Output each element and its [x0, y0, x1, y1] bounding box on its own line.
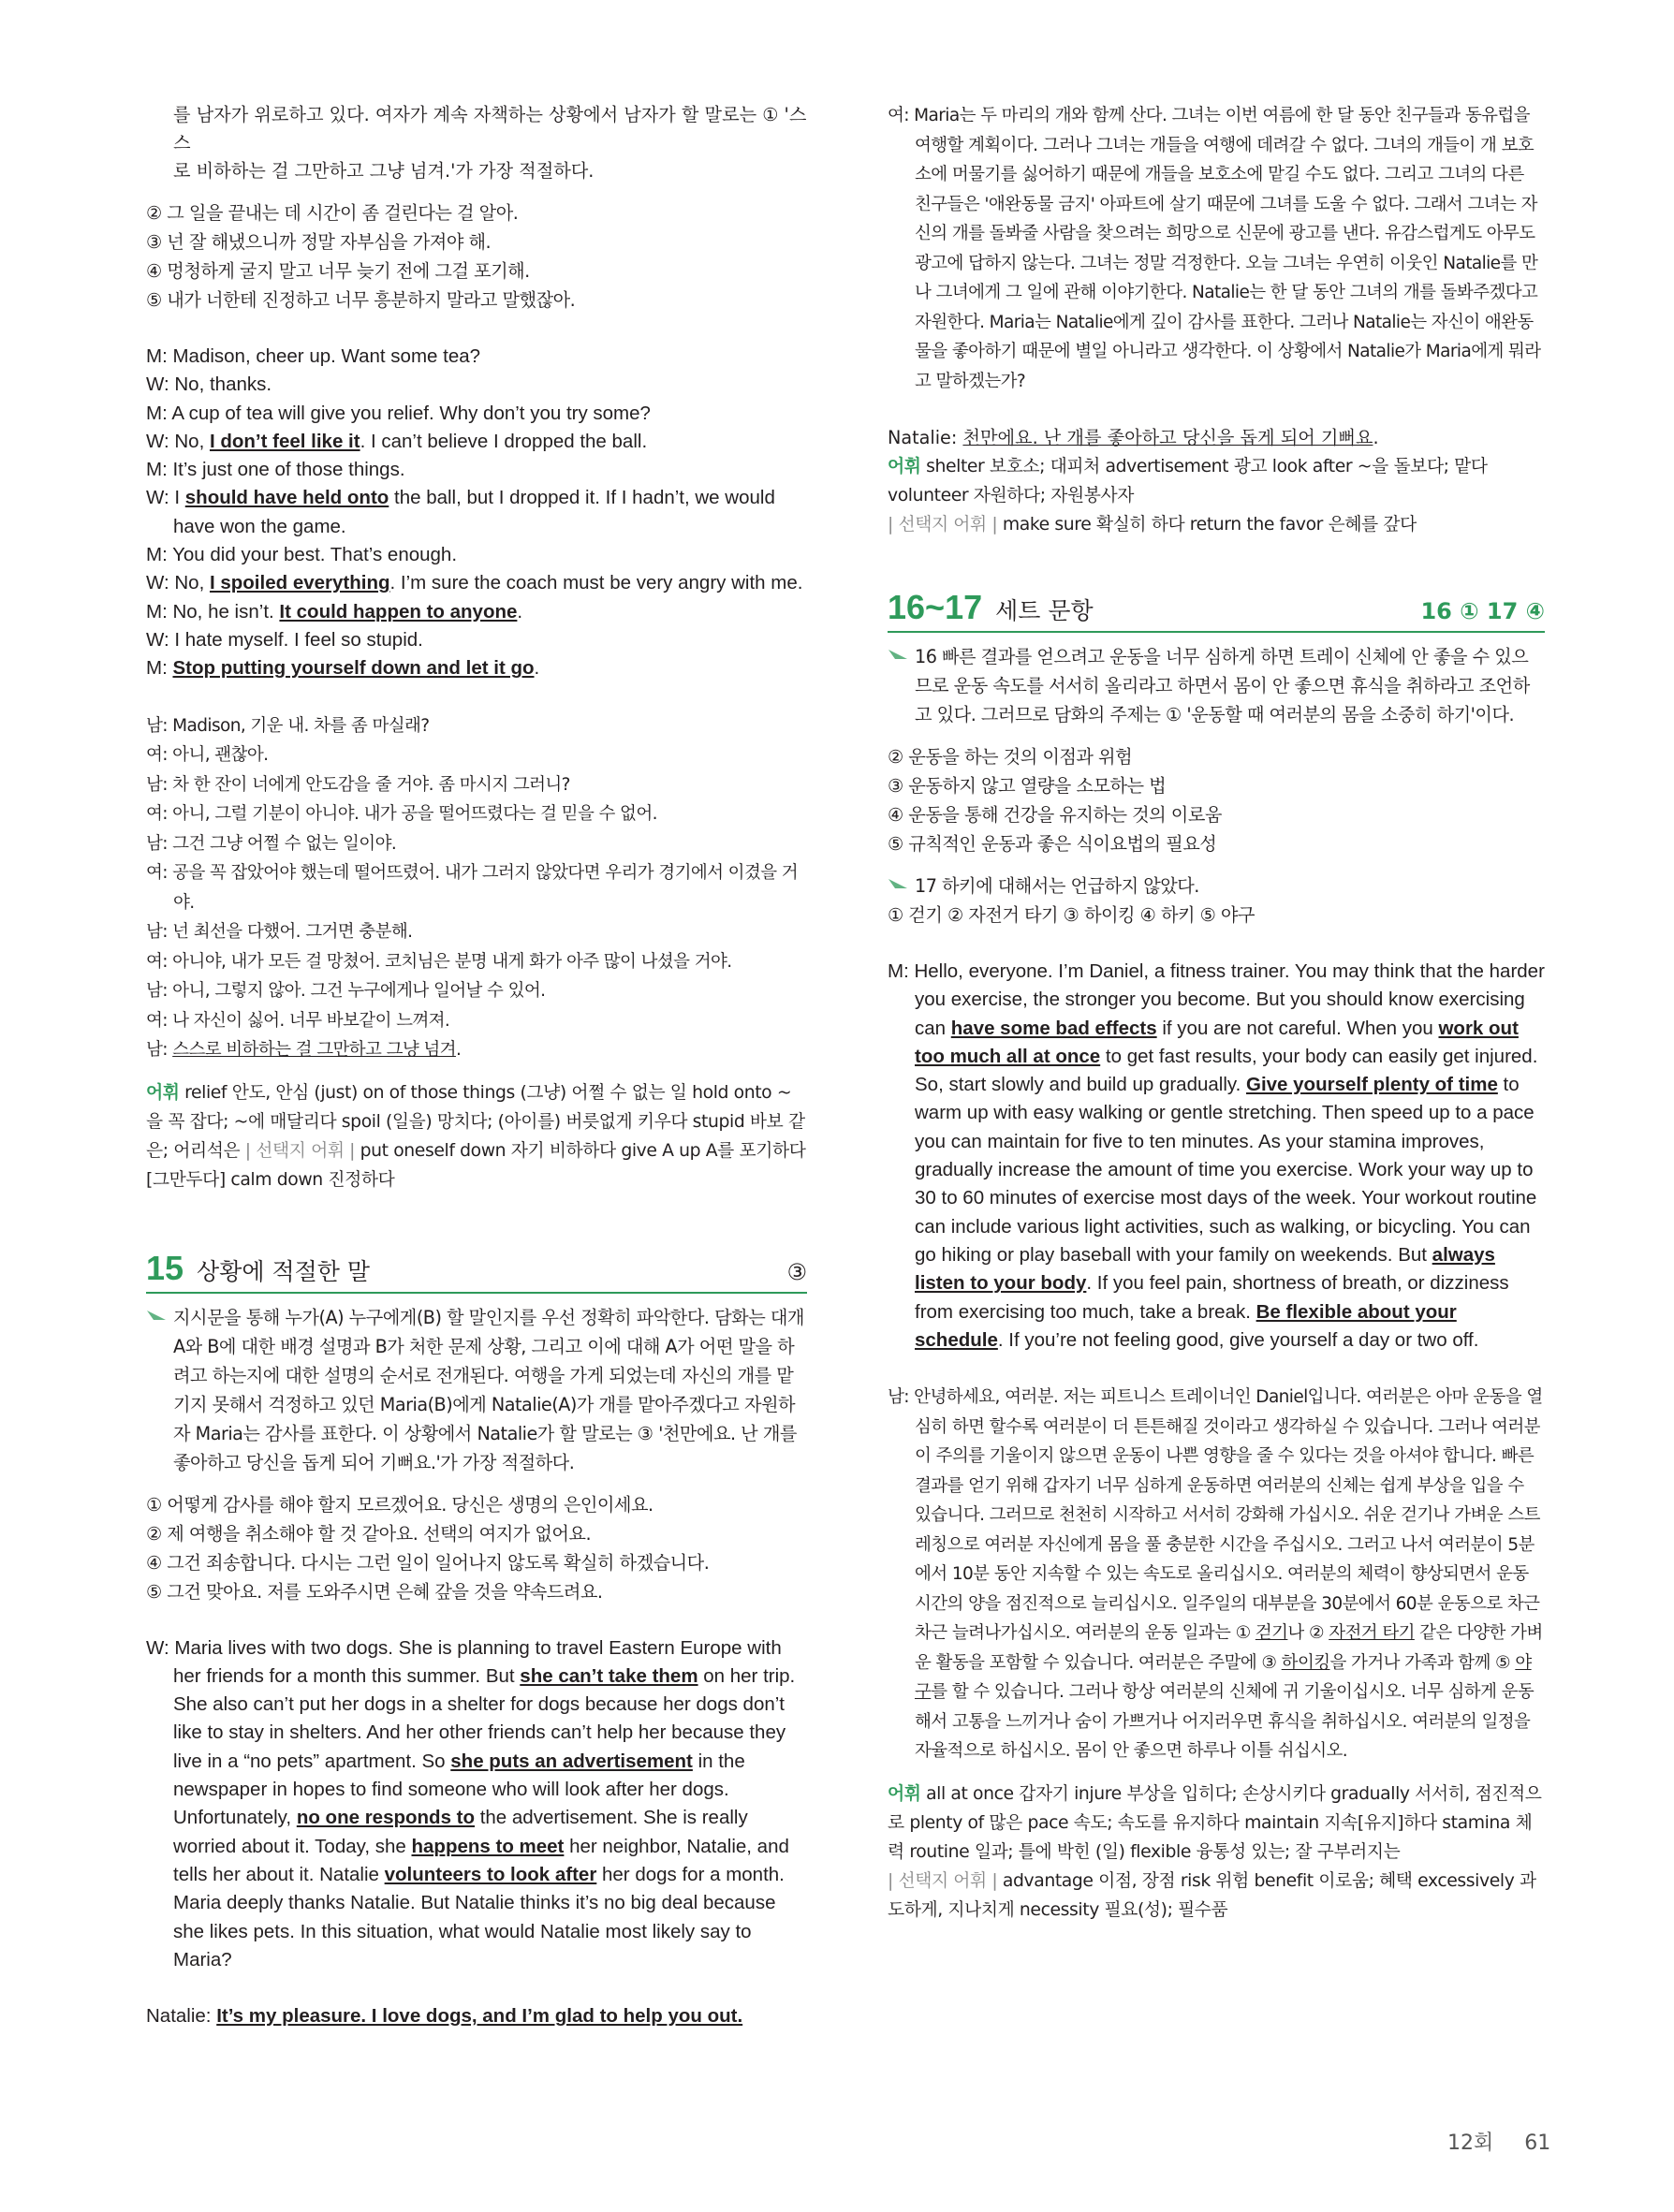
option-item: ⑤ 그건 맞아요. 저를 도와주시면 은혜 갚을 것을 약속드려요. [146, 1580, 603, 1603]
underlined-phrase: Give yourself plenty of time [1246, 1074, 1498, 1096]
line-text: . If you feel pain, shortness of breath, or dizziness from exercising too much, take a break. [915, 1272, 1509, 1323]
line-text: 남: Madison, 기운 내. 차를 좀 마실래? [146, 715, 430, 736]
line-text: her neighbor, Natalie, and tells her about it. Natalie [173, 1835, 789, 1885]
line-text: . [534, 657, 540, 680]
natalie-answer-ko [888, 424, 1545, 452]
section-number: 15 [146, 1248, 184, 1287]
line-text: her dogs for a month. Maria deeply thanks Natalie. But Natalie thinks it’s no big deal because she likes pets. In this situation, what would Natalie most likely say to Maria? [173, 1863, 785, 1970]
section-answer: 16 ① 17 ④ [1420, 598, 1545, 624]
choice-vocab-label: | 선택지 어휘 | [244, 1140, 356, 1161]
line-text: W: No, [146, 430, 210, 452]
underlined-phrase: she puts an advertisement [450, 1750, 693, 1772]
punct: . [1373, 427, 1379, 448]
line-text: in the newspaper in hopes to find someone who will look after her dogs. Unfortunately, [173, 1750, 745, 1829]
option-item: ⑤ 규칙적인 운동과 좋은 식이요법의 필요성 [888, 833, 1217, 855]
line-text: 을 가거나 가족과 함께 ⑤ [1329, 1652, 1516, 1673]
line-text: W: I [146, 487, 185, 509]
line-text: 여: 아니야, 내가 모든 걸 망쳤어. 코치님은 분명 내게 화가 아주 많이 나셨을 거야. [146, 951, 732, 972]
underlined-phrase: should have held onto [184, 487, 389, 509]
english-script-14 [146, 343, 807, 683]
intro-line-2: 로 비하하는 걸 그만하고 그냥 넘겨.'가 가장 적절하다. [173, 160, 595, 182]
speaker-label: Natalie: [146, 2005, 217, 2028]
section-number: 16~17 [888, 588, 983, 626]
vocab-label: 어휘 [888, 457, 921, 476]
option-item: ② 제 여행을 취소해야 할 것 같아요. 선택의 여지가 없어요. [146, 1522, 592, 1545]
line-text: M: [146, 657, 173, 680]
line-text: . If you’re not feeling good, give yourself a day or two off. [997, 1328, 1479, 1351]
option-item: ① 어떻게 감사를 해야 할지 모르겠어요. 당신은 생명의 은인이세요. [146, 1493, 653, 1516]
vocab-15 [888, 452, 1545, 539]
line-text: the ball, but I dropped it. If I hadn’t, we would have won the game. [173, 487, 775, 537]
line-text: to warm up with easy walking or gentle stretching. Then speed up to a pace you can maintain for five to ten minutes. As your stamina improves, gradually increase the amount of time you exercise. Work your way up to 30 to 60 minutes of exercise most days of the week. Your workout routine can include various light activities, such as walking, or bicycling. You can go hiking or play baseball with your family on weekends. But [915, 1074, 1537, 1266]
line-text: 남: 그건 그냥 어쩔 수 없는 일이야. [146, 833, 397, 854]
line-text: 를 할 수 있습니다. 그러나 항상 여러분의 신체에 귀 기울이십시오. 너무 심하게 운동해서 고통을 느끼거나 숨이 가쁘거나 어지러우면 휴식을 취하십시오. 여러분의 일정을 자율적으로 하십시오. 몸이 안 좋으면 하루나 이틀 쉬십시오. [915, 1682, 1534, 1762]
underlined-phrase: 야구 [915, 1652, 1532, 1703]
dialogue-line [146, 917, 807, 947]
section-header-15 [146, 1249, 807, 1294]
speaker-label: Natalie: [888, 427, 963, 448]
line-text: . [455, 1040, 462, 1061]
dialogue-line [146, 569, 807, 597]
dialogue-line [146, 858, 807, 917]
vocab-label: 어휘 [146, 1082, 180, 1103]
line-text: 여: 아니, 괜찮아. [146, 745, 269, 766]
line-text: M: You did your best. That’s enough. [146, 544, 458, 566]
underlined-phrase: Be flexible about your schedule [915, 1300, 1457, 1351]
line-text: 여: 아니, 그럴 기분이 아니야. 내가 공을 떨어뜨렸다는 걸 믿을 수 없어. [146, 804, 657, 825]
explanation-17 [888, 872, 1545, 901]
explanation-text: 16 빠른 결과를 얻으려고 운동을 너무 심하게 하면 트레이 신체에 안 좋을 수 있으므로 운동 속도를 서서히 올리라고 하면서 몸이 안 좋으면 휴식을 취하라고 조언하고 있다. 그러므로 담화의 주제는 ① '운동할 때 여러분의 몸을 소중히 하기'이다. [915, 646, 1530, 725]
dialogue-line [146, 428, 807, 456]
line-text: W: I hate myself. I feel so stupid. [146, 628, 423, 651]
line-text: . [517, 600, 523, 623]
vocab-16 [888, 1780, 1545, 1925]
dialogue-line [146, 654, 807, 682]
line-text: . I can’t believe I dropped the ball. [360, 430, 648, 452]
english-script-16 [888, 958, 1545, 1355]
section-answer: ③ [786, 1258, 807, 1285]
chapter-label: 12회 [1447, 2131, 1494, 2155]
option-item: ⑤ 내가 너한테 진정하고 너무 흥분하지 말라고 말했잖아. [146, 289, 576, 311]
line-text: 같은 다양한 가벼운 활동을 포함할 수 있습니다. 여러분은 주말에 ③ [915, 1623, 1543, 1673]
underlined-phrase: happens to meet [411, 1835, 565, 1857]
line-text: . I’m sure the coach must be very angry with me. [389, 572, 803, 594]
option-item: ③ 운동하지 않고 열량을 소모하는 법 [888, 775, 1167, 797]
underlined-answer: It’s my pleasure. I love dogs, and I’m glad to help you out. [216, 2005, 743, 2028]
line-text: 여: 공을 꼭 잡았어야 했는데 떨어뜨렸어. 내가 그러지 않았다면 우리가 경기에서 이겼을 거야. [146, 863, 799, 913]
dialogue-line [146, 976, 807, 1006]
dialogue-line [146, 371, 807, 399]
underlined-phrase: have some bad effects [950, 1017, 1157, 1039]
underlined-phrase: no one responds to [296, 1807, 476, 1829]
line-text: 남: 넌 최선을 다했어. 그거면 충분해. [146, 922, 413, 943]
underlined-phrase: 스스로 비하하는 걸 그만하고 그냥 넘겨 [172, 1040, 456, 1061]
option-item: ④ 그건 죄송합니다. 다시는 그런 일이 일어나지 않도록 확실히 하겠습니다. [146, 1551, 710, 1574]
line-text: the advertisement. She is really worried about it. Today, she [173, 1807, 748, 1857]
page-footer [1423, 2127, 1550, 2156]
underlined-phrase: volunteers to look after [384, 1863, 597, 1885]
underlined-phrase: work out too much all at once [915, 1017, 1519, 1067]
vocab-text: all at once 갑자기 injure 부상을 입히다; 손상시키다 gradually 서서히, 점진적으로 plenty of 많은 pace 속도; 속도를 유지하다 maintain 지속[유지]하다 stamina 체력 routine 일과; 틀에 박힌 (일) flexible 융통성 있는; 잘 구부러지는 [888, 1783, 1542, 1862]
intro-line-1: 를 남자가 위로하고 있다. 여자가 계속 자책하는 상황에서 남자가 할 말로는 ① '스스 [173, 104, 807, 154]
options-17: ① 걷기 ② 자전거 타기 ③ 하이킹 ④ 하키 ⑤ 야구 [888, 904, 1255, 926]
pen-icon [146, 1309, 167, 1322]
dialogue-line [146, 1006, 807, 1036]
vocab-text: make sure 확실히 하다 return the favor 은혜를 갚다 [1002, 515, 1417, 535]
dialogue-line [146, 343, 807, 371]
option-item: ④ 멍청하게 굴지 말고 너무 늦기 전에 그걸 포기해. [146, 260, 530, 282]
choice-vocab-label: | 선택지 어휘 | [888, 1870, 998, 1891]
explanation-15 [146, 1303, 807, 1477]
underlined-answer: 천만에요. 난 개를 좋아하고 당신을 돕게 되어 기뻐요 [962, 427, 1373, 448]
section-title: 세트 문항 [995, 597, 1094, 624]
korean-script-14 [146, 711, 807, 1065]
dialogue-line [146, 598, 807, 626]
pen-icon [888, 648, 908, 661]
explanation-text: 지시문을 통해 누가(A) 누구에게(B) 할 말인지를 우선 정확히 파악한다. 담화는 대개 A와 B에 대한 배경 설명과 B가 처한 문제 상황, 그리고 이에 대해 A가 어떤 말을 하려고 하는지에 대한 설명의 순서로 전개된다. 여행을 가게 되었는데 자신의 개를 맡기지 못해서 걱정하고 있던 Maria(B)에게 Natalie(A)가 개를 맡아주겠다고 자원하자 Maria는 감사를 표한다. 이 상황에서 Natalie가 할 말로는 ③ '천만에요. 난 개를 좋아하고 당신을 돕게 되어 기뻐요.'가 가장 적절하다. [173, 1306, 804, 1473]
line-text: on her trip. She also can’t put her dogs in a shelter for dogs because her dogs don’t like to stay in shelters. And her other friends can’t help her because they live in a “no pets” apartment. So [173, 1664, 796, 1772]
underlined-phrase: 자전거 타기 [1329, 1623, 1415, 1644]
options-16 [888, 742, 1545, 858]
pen-icon [888, 877, 908, 890]
line-text: 여: 나 자신이 싫어. 너무 바보같이 느껴져. [146, 1010, 450, 1031]
left-column [146, 101, 807, 2030]
underlined-phrase: Stop putting yourself down and let it go [172, 657, 535, 680]
line-text: M: Madison, cheer up. Want some tea? [146, 345, 481, 367]
dialogue-line [146, 456, 807, 484]
vocab-text: shelter 보호소; 대피처 advertisement 광고 look after ~을 돌보다; 맡다 volunteer 자원하다; 자원봉사자 [888, 457, 1488, 505]
dialogue-line [146, 626, 807, 654]
option-item: ② 그 일을 끝내는 데 시간이 좀 걸린다는 걸 알아. [146, 202, 519, 224]
page-number: 61 [1524, 2131, 1551, 2155]
section-title: 상황에 적절한 말 [197, 1257, 370, 1285]
dialogue-line [146, 770, 807, 800]
underlined-phrase: It could happen to anyone [279, 600, 518, 623]
option-item: ③ 넌 잘 해냈으니까 정말 자부심을 가져야 해. [146, 231, 492, 253]
options-14 [146, 198, 807, 315]
natalie-answer-en [146, 2002, 807, 2030]
line-text: 남: 차 한 잔이 너에게 안도감을 줄 거야. 좀 마시지 그러니? [146, 774, 570, 795]
dialogue-line [146, 711, 807, 741]
dialogue-line [146, 484, 807, 541]
korean-script-15: 여: Maria는 두 마리의 개와 함께 산다. 그녀는 이번 여름에 한 달 동안 친구들과 동유럽을 여행할 계획이다. 그러나 그녀는 개들을 여행에 데려갈 수 없다. 그녀의 개들이 개 보호소에 머물기를 싫어하기 때문에 개들을 보호소에 맡길 수도 없다. 그리고 그녀의 다른 친구들은 '애완동물 금지' 아파트에 살기 때문에 그녀를 도울 수 없다. 그래서 그녀는 자신의 개를 돌봐줄 사람을 찾으려는 희망으로 신문에 광고를 낸다. 유감스럽게도 아무도 광고에 답하지 않는다. 그녀는 정말 걱정한다. 오늘 그녀는 우연히 이웃인 Natalie를 만나 그녀에게 그 일에 관해 이야기한다. Natalie는 한 달 동안 그녀의 개를 돌봐주겠다고 자원한다. Maria는 Natalie에게 깊이 감사를 표한다. 그러나 Natalie는 자신이 애완동물을 좋아하기 때문에 별일 아니라고 생각한다. 이 상황에서 Natalie가 Maria에게 뭐라고 말하겠는가? [888, 106, 1541, 391]
line-text: 남: [146, 1040, 173, 1061]
section-header-16-17 [888, 588, 1545, 633]
explanation-text: 17 하키에 대해서는 언급하지 않았다. [915, 875, 1199, 897]
line-text: 남: 아니, 그렇지 않아. 그건 누구에게나 일어날 수 있어. [146, 981, 546, 1002]
korean-script-16 [888, 1383, 1545, 1766]
underlined-phrase: 걷기 [1255, 1623, 1288, 1644]
line-text: W: Maria lives with two dogs. She is planning to travel Eastern Europe with her friends for a month this summer. But [146, 1636, 782, 1687]
underlined-phrase: she can’t take them [520, 1664, 698, 1687]
underlined-phrase: always listen to your body [915, 1243, 1495, 1295]
vocab-14 [146, 1078, 807, 1194]
option-item: ④ 운동을 통해 건강을 유지하는 것의 이로움 [888, 804, 1222, 826]
dialogue-line [146, 829, 807, 859]
dialogue-line [146, 541, 807, 569]
dialogue-line [146, 740, 807, 770]
dialogue-line [146, 947, 807, 977]
choice-vocab-label: | 선택지 어휘 | [888, 515, 998, 535]
underlined-phrase: I don’t feel like it [209, 430, 360, 452]
line-text: W: No, thanks. [146, 374, 272, 396]
vocab-text: advantage 이점, 장점 risk 위험 benefit 이로움; 혜택 excessively 과도하게, 지나치게 necessity 필요(성); 필수품 [888, 1870, 1536, 1920]
vocab-text: put oneself down 자기 비하하다 give A up A를 포기하다[그만두다] calm down 진정하다 [146, 1140, 806, 1190]
line-text: M: No, he isn’t. [146, 600, 280, 623]
right-column [888, 101, 1545, 1925]
vocab-label: 어휘 [888, 1783, 921, 1804]
english-script-15 [146, 1634, 807, 1975]
line-text: M: It’s just one of those things. [146, 459, 405, 481]
vocab-text: relief 안도, 안심 (just) on of those things (그냥) 어쩔 수 없는 일 hold onto ~을 꼭 잡다; ~에 매달리다 spoil (일을) 망치다; (아이를) 버릇없게 키우다 stupid 바보 같은; 어리석은 [146, 1082, 805, 1161]
line-text: W: No, [146, 572, 210, 594]
underlined-phrase: 하이킹 [1281, 1652, 1330, 1673]
dialogue-line [146, 400, 807, 428]
line-text: 나 ② [1287, 1623, 1329, 1644]
options-15 [146, 1490, 807, 1606]
underlined-phrase: I spoiled everything [209, 572, 390, 594]
line-text: M: Hello, everyone. I’m Daniel, a fitness trainer. You may think that the harder you exercise, the stronger you become. But you should know exercising can [888, 960, 1545, 1039]
line-text: M: A cup of tea will give you relief. Why don’t you try some? [146, 402, 651, 424]
dialogue-line [146, 799, 807, 829]
option-item: ② 운동을 하는 것의 이점과 위험 [888, 746, 1133, 768]
line-text: to get fast results, your body can easily get injured. So, start slowly and build up gradually. [915, 1045, 1538, 1096]
explanation-16 [888, 642, 1545, 729]
line-text: 남: 안녕하세요, 여러분. 저는 피트니스 트레이너인 Daniel입니다. 여러분은 아마 운동을 열심히 하면 할수록 여러분이 더 튼튼해질 것이라고 생각하실 수 있습니다. 그러나 여러분이 주의를 기울이지 않으면 운동이 나쁜 영향을 줄 수 있다는 것을 아셔야 합니다. 빠른 결과를 얻기 위해 갑자기 너무 심하게 운동하면 여러분의 신체는 쉽게 부상을 입을 수 있습니다. 그러므로 천천히 시작하고 서서히 강화해 가십시오. 쉬운 걷기나 가벼운 스트레칭으로 여러분 자신에게 몸을 풀 충분한 시간을 주십시오. 그러고 나서 여러분이 5분에서 10분 동안 지속할 수 있는 속도로 올리십시오. 여러분의 체력이 향상되면서 운동 시간의 양을 점진적으로 늘리십시오. 일주일의 대부분을 30분에서 60분 운동으로 차근차근 늘려나가십시오. 여러분의 운동 일과는 ① [888, 1387, 1543, 1644]
line-text: if you are not careful. When you [1156, 1017, 1439, 1039]
dialogue-line [146, 1035, 807, 1065]
